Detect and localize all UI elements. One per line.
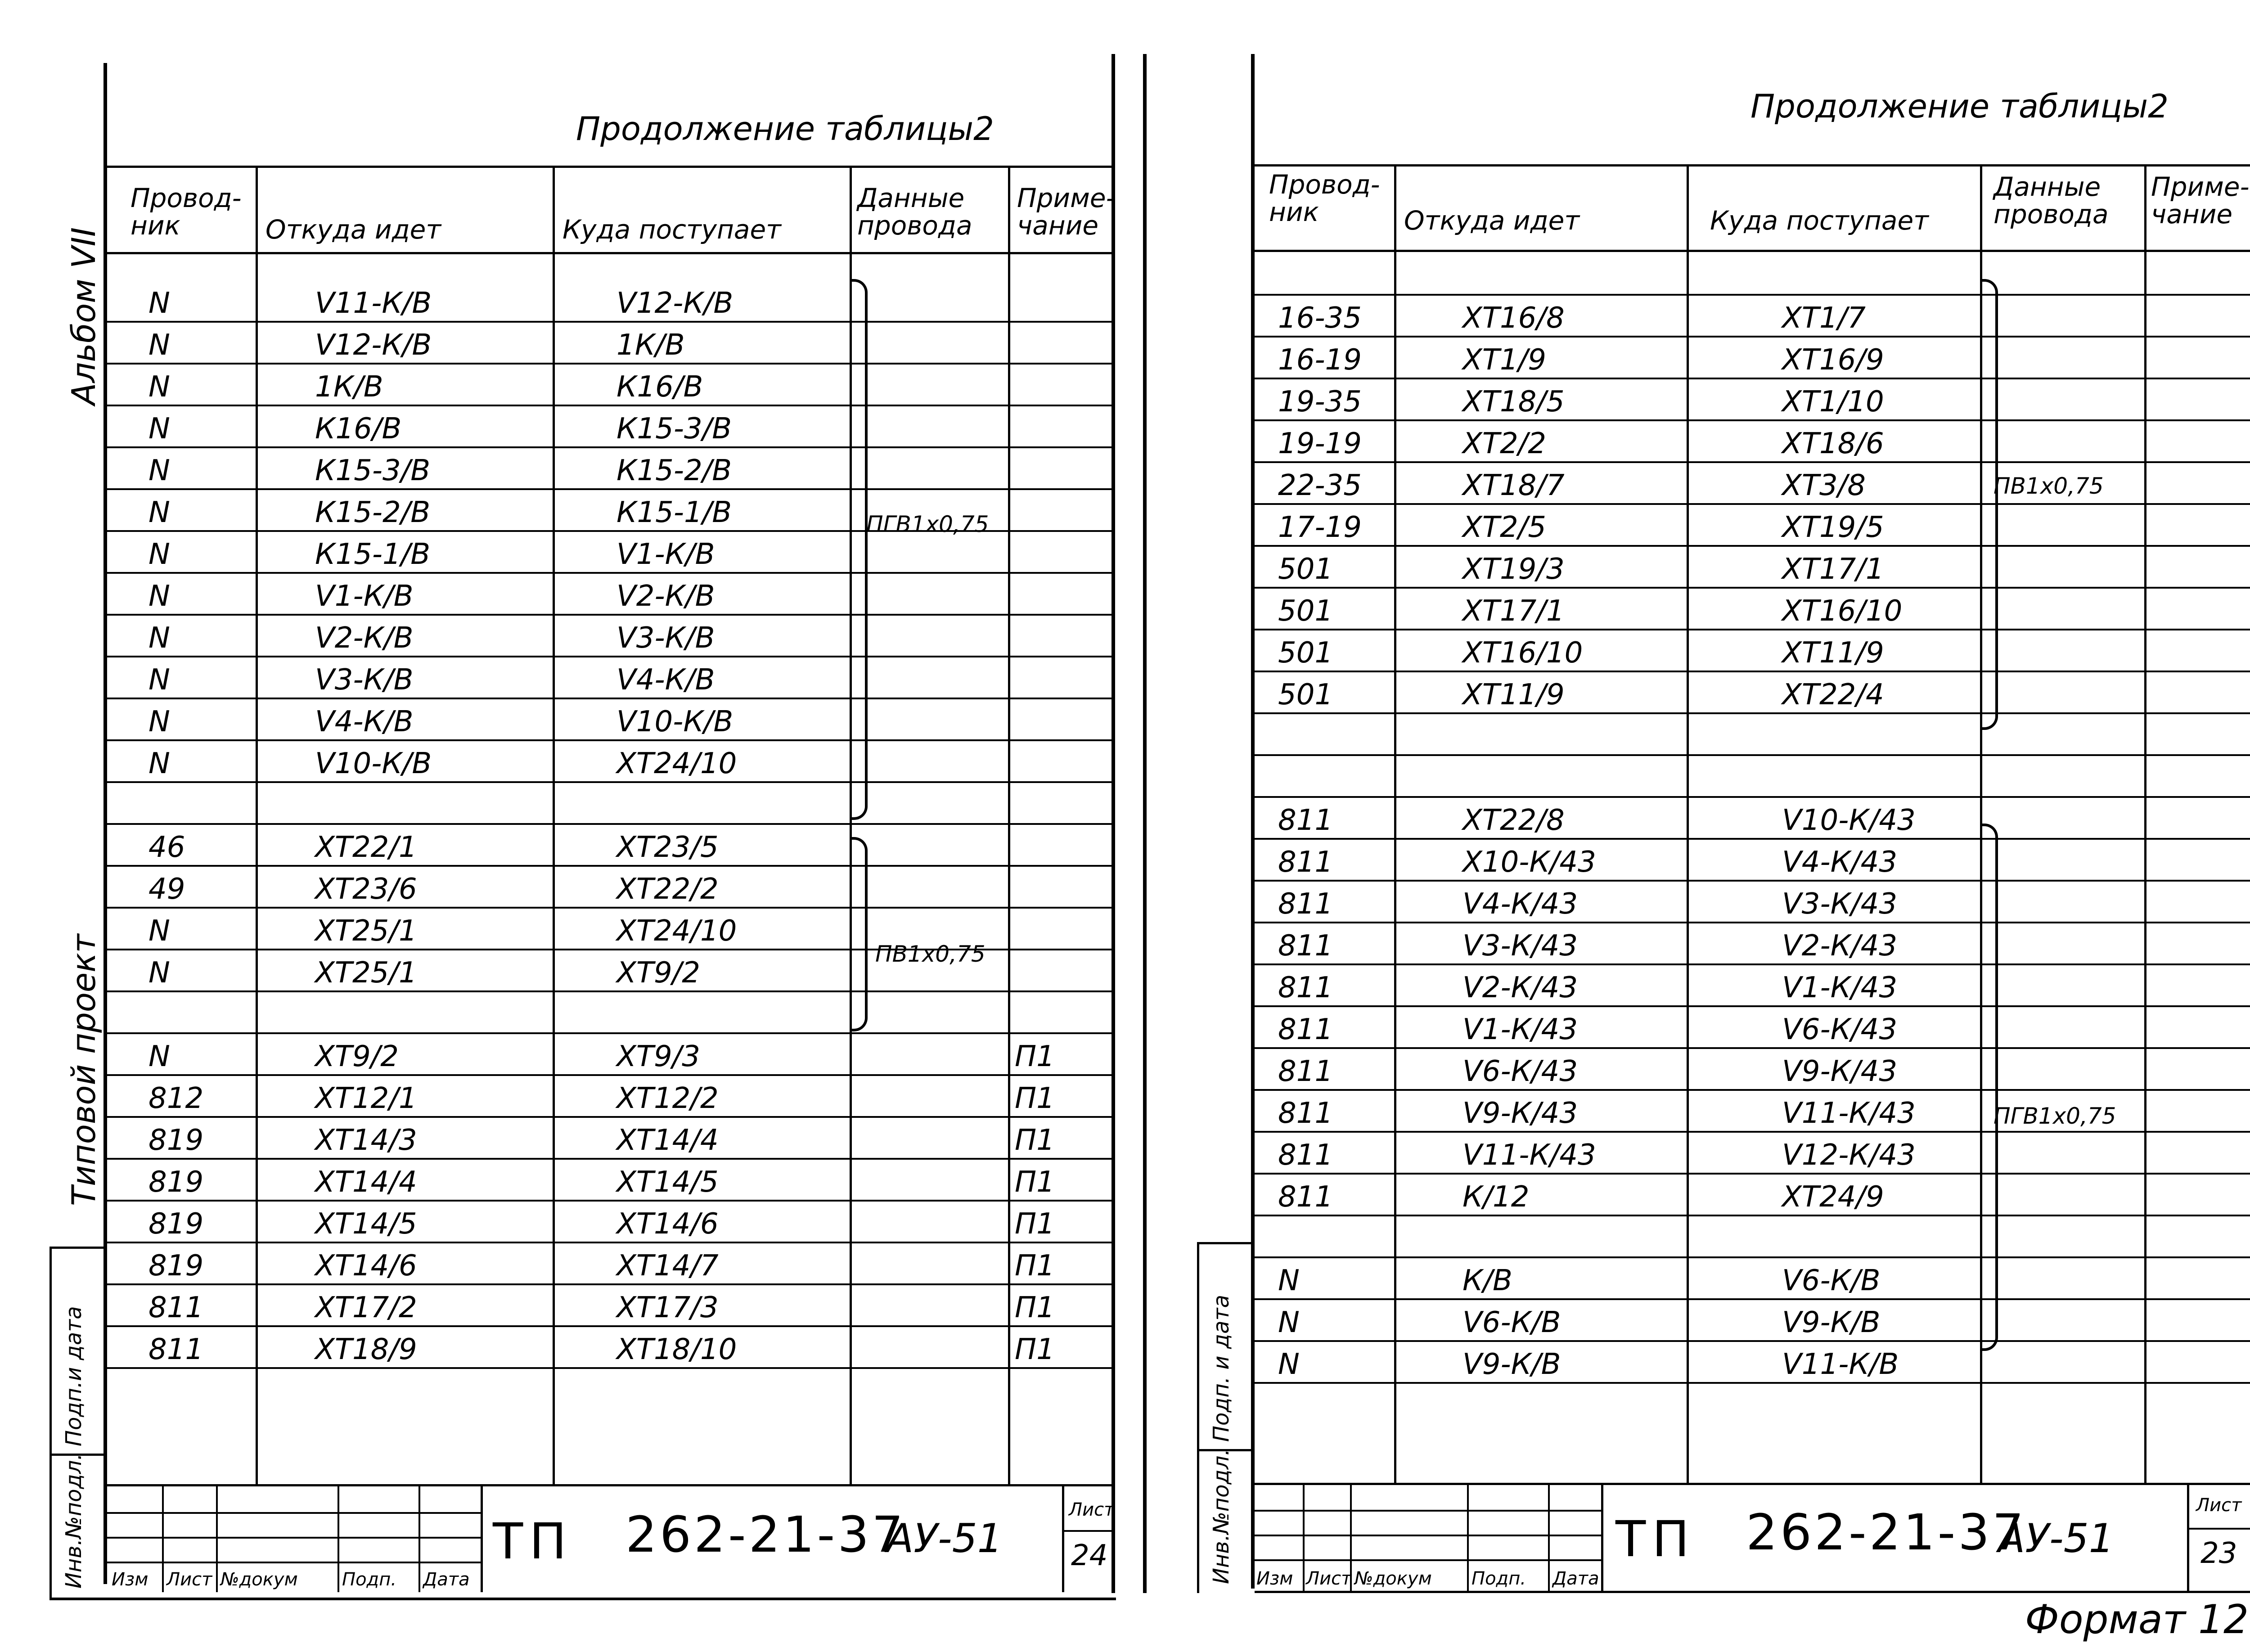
to-cell: V9-К/43 [1782,1055,1898,1088]
conductor-cell: 819 [148,1124,204,1157]
from-cell: V9-К/В [1462,1348,1561,1381]
table-row-line [107,1242,1112,1243]
left-header-to: Куда поступает [562,214,781,245]
from-cell: ХТ14/6 [315,1249,417,1283]
left-tb-col-6 [1062,1484,1064,1592]
conductor-cell: 501 [1278,553,1333,586]
table-row-line [1255,419,2250,421]
right-wire-note-2: ПГВ1х0,75 [1994,1103,2116,1129]
from-cell: V4-К/43 [1462,887,1578,921]
conductor-cell: N [1278,1348,1300,1381]
right-tb-col-list: Лист [1306,1568,1352,1589]
table-row-line [1255,378,2250,379]
to-cell: V2-К/В [616,580,715,613]
left-album-label: Альбом VII [65,227,103,405]
from-cell: ХТ25/1 [315,956,417,990]
right-brace-2 [1982,824,1998,1351]
right-tb-sheet-code: АУ-51 [1998,1515,2114,1562]
conductor-cell: 811 [1278,846,1333,879]
to-cell: К16/В [616,370,703,404]
from-cell: ХТ18/9 [315,1333,417,1366]
to-cell: V3-К/В [616,621,715,655]
to-cell: ХТ17/3 [616,1291,719,1324]
right-tb-sheet-line [2187,1528,2250,1530]
table-row-line [1255,629,2250,630]
note-cell: П1 [1015,1082,1055,1115]
table-row-line [1255,461,2250,463]
to-cell: V4-К/43 [1782,846,1898,879]
to-cell: ХТ1/7 [1782,302,1866,335]
from-cell: ХТ22/1 [315,831,417,864]
right-brace-1 [1982,279,1998,730]
left-tb-col-sign: Подп. [342,1569,397,1590]
right-frame-line [1251,54,1255,1589]
left-tb-col-2 [216,1484,218,1592]
table-row-line [107,1325,1112,1327]
to-cell: ХТ16/10 [1782,594,1903,628]
right-stamp-strip-top [1197,1242,1253,1244]
conductor-cell: 819 [148,1207,204,1241]
table-row-line [107,1074,1112,1076]
to-cell: К15-1/В [616,496,732,529]
from-cell: 1К/В [315,370,383,404]
left-tb-top [107,1484,1112,1486]
from-cell: ХТ2/2 [1462,427,1546,460]
to-cell: ХТ12/2 [616,1082,719,1115]
table-row-line [1255,671,2250,672]
left-tb-code: 262-21-37 [626,1506,906,1563]
conductor-cell: 811 [1278,1180,1333,1214]
table-row-line [1255,1382,2250,1384]
conductor-cell: 811 [1278,804,1333,837]
conductor-cell: 811 [1278,929,1333,963]
right-tb-col-docnum: №докум [1354,1568,1432,1589]
from-cell: V1-К/43 [1462,1013,1578,1046]
conductor-cell: N [148,412,170,446]
left-frame-line [104,63,107,1584]
to-cell: 1К/В [616,329,685,362]
to-cell: ХТ9/3 [616,1040,700,1073]
table-row-line [1255,294,2250,296]
right-tb-col-1 [1303,1483,1305,1591]
to-cell: ХТ18/6 [1782,427,1884,460]
table-row-line [107,614,1112,616]
conductor-cell: N [148,329,170,362]
right-tb-col-4 [1548,1483,1550,1591]
table-row-line [107,363,1112,365]
from-cell: ХТ12/1 [315,1082,417,1115]
conductor-cell: N [1278,1306,1300,1339]
conductor-cell: N [148,663,170,697]
table-row-line [1255,1340,2250,1342]
conductor-cell: N [148,496,170,529]
conductor-cell: 19-35 [1278,385,1362,419]
conductor-cell: 17-19 [1278,511,1362,544]
right-header-wire-data: Данные провода [1994,171,2109,230]
table-row-line [1255,1005,2250,1007]
table-row-line [107,1367,1112,1369]
table-row-line [1255,1089,2250,1091]
right-tb-col-3 [1467,1483,1469,1591]
left-brace-2 [851,837,868,1031]
conductor-cell: 819 [148,1166,204,1199]
sheet-divider [1143,54,1147,1593]
from-cell: ХТ14/4 [315,1166,417,1199]
to-cell: V4-К/В [616,663,715,697]
right-tb-top [1255,1483,2250,1485]
table-row-line [107,572,1112,574]
to-cell: ХТ1/10 [1782,385,1884,419]
to-cell: ХТ3/8 [1782,469,1866,502]
to-cell: ХТ19/5 [1782,511,1884,544]
from-cell: V1-К/В [315,580,414,613]
to-cell: ХТ11/9 [1782,636,1884,670]
conductor-cell: N [148,705,170,738]
to-cell: ХТ22/2 [616,873,719,906]
table-row-line [1255,796,2250,798]
right-stamp-strip-label: Инв.№подл. Подп. и дата [1209,1295,1234,1584]
from-cell: V12-К/В [315,329,432,362]
table-row-line [107,1200,1112,1202]
conductor-cell: 49 [148,873,185,906]
left-stamp-strip-label: Инв.№подл. Подп.и дата [61,1306,86,1589]
table-row-line [1255,754,2250,756]
right-tb-bottom [1255,1591,2250,1593]
left-wire-note-2: ПВ1х0,75 [875,941,986,967]
left-tb-col-docnum: №докум [220,1569,298,1590]
from-cell: ХТ18/7 [1462,469,1565,502]
left-stamp-strip-edge [50,1247,52,1598]
left-header-note: Приме- чание [1017,183,1116,241]
left-tb-col-3 [338,1484,339,1592]
from-cell: Х10-К/43 [1462,846,1596,879]
from-cell: ХТ17/2 [315,1291,417,1324]
from-cell: V2-К/43 [1462,971,1578,1004]
to-cell: ХТ23/5 [616,831,719,864]
to-cell: V12-К/В [616,287,734,320]
conductor-cell: 811 [1278,971,1333,1004]
left-tb-col-5 [481,1484,483,1592]
from-cell: ХТ25/1 [315,914,417,948]
left-tb-sheet-line [1062,1530,1112,1532]
from-cell: V11-К/43 [1462,1139,1596,1172]
note-cell: П1 [1015,1291,1055,1324]
conductor-cell: 19-19 [1278,427,1362,460]
table-row-line [1255,587,2250,589]
left-tb-col-1 [162,1484,164,1592]
left-header-from: Откуда идет [266,214,441,245]
to-cell: V6-К/В [1782,1264,1881,1297]
table-row-line [1255,1173,2250,1175]
note-cell: П1 [1015,1249,1055,1283]
to-cell: V1-К/В [616,538,715,571]
table-row-line [107,446,1112,448]
conductor-cell: N [148,370,170,404]
conductor-cell: N [148,956,170,990]
note-cell: П1 [1015,1040,1055,1073]
right-wire-note-1: ПВ1х0,75 [1994,473,2104,499]
conductor-cell: N [148,454,170,487]
left-wire-note-1: ПГВ1х0,75 [866,511,989,537]
table-row-line [1255,1047,2250,1049]
to-cell: V6-К/43 [1782,1013,1898,1046]
right-header-from: Откуда идет [1404,205,1580,236]
to-cell: ХТ22/4 [1782,678,1884,711]
left-header-wire-data: Данные провода [857,183,972,241]
table-row-line [1255,336,2250,338]
table-row-line [1255,1298,2250,1300]
from-cell: ХТ11/9 [1462,678,1565,711]
right-header-top [1255,164,2250,167]
conductor-cell: N [148,1040,170,1073]
to-cell: ХТ24/10 [616,914,737,948]
from-cell: V9-К/43 [1462,1097,1578,1130]
conductor-cell: N [148,538,170,571]
left-sheet-edge [1112,54,1115,1593]
from-cell: V4-К/В [315,705,414,738]
left-project-label: Типовой проект [65,934,103,1206]
to-cell: V11-К/В [1782,1348,1899,1381]
to-cell: V2-К/43 [1782,929,1898,963]
left-tb-tp: ТП [493,1512,573,1570]
conductor-cell: 22-35 [1278,469,1362,502]
left-brace-1 [851,279,868,820]
left-tb-col-4 [418,1484,420,1592]
right-tb-col-izm: Изм [1256,1568,1293,1589]
from-cell: К15-3/В [315,454,431,487]
table-row-line [1255,880,2250,882]
conductor-cell: 16-35 [1278,302,1362,335]
from-cell: ХТ2/5 [1462,511,1546,544]
table-row-line [1255,963,2250,965]
table-row-line [107,739,1112,741]
to-cell: V10-К/43 [1782,804,1916,837]
conductor-cell: 811 [1278,1055,1333,1088]
conductor-cell: 501 [1278,594,1333,628]
table-row-line [107,1283,1112,1285]
table-row-line [107,865,1112,867]
from-cell: ХТ18/5 [1462,385,1565,419]
from-cell: ХТ16/10 [1462,636,1583,670]
table-row-line [107,1158,1112,1160]
right-col-line-2 [1687,164,1689,1483]
conductor-cell: N [148,621,170,655]
from-cell: ХТ1/9 [1462,343,1546,377]
to-cell: ХТ16/9 [1782,343,1884,377]
table-row-line [107,488,1112,490]
to-cell: К15-3/В [616,412,732,446]
table-row-line [107,321,1112,323]
conductor-cell: 811 [1278,1139,1333,1172]
right-tb-col-6 [2187,1483,2189,1591]
right-tb-tp: ТП [1616,1510,1696,1568]
table-row-line [107,990,1112,992]
conductor-cell: N [148,580,170,613]
from-cell: V3-К/В [315,663,414,697]
left-tb-sheet-no: 24 [1071,1539,1108,1572]
from-cell: ХТ22/8 [1462,804,1565,837]
from-cell: К15-2/В [315,496,431,529]
from-cell: V2-К/В [315,621,414,655]
right-tb-col-date: Дата [1552,1568,1599,1589]
table-row-line [107,907,1112,909]
conductor-cell: 46 [148,831,185,864]
table-row-line [107,656,1112,657]
table-row-line [107,405,1112,406]
left-bottom-line [50,1598,1116,1600]
right-tb-sheet-no: 23 [2200,1537,2237,1570]
from-cell: ХТ19/3 [1462,553,1565,586]
from-cell: ХТ17/1 [1462,594,1565,628]
right-caption: Продолжение таблицы2 [1750,87,2169,125]
to-cell: V11-К/43 [1782,1097,1916,1130]
left-tb-sheet-code: АУ-51 [886,1515,1003,1562]
right-tb-col-5 [1601,1483,1603,1591]
table-row-line [1255,1215,2250,1216]
right-tb-sheet-label: Лист [2196,1495,2242,1516]
to-cell: V1-К/43 [1782,971,1898,1004]
conductor-cell: 501 [1278,636,1333,670]
from-cell: К16/В [315,412,402,446]
left-stamp-strip-top [50,1247,105,1249]
to-cell: ХТ14/7 [616,1249,719,1283]
to-cell: ХТ24/10 [616,747,737,780]
left-header-conductor: Провод- ник [130,183,242,241]
conductor-cell: 811 [1278,1097,1333,1130]
table-row-line [1255,712,2250,714]
to-cell: ХТ14/5 [616,1166,719,1199]
right-tb-col-sign: Подп. [1472,1568,1526,1589]
from-cell: V11-К/В [315,287,432,320]
to-cell: ХТ14/4 [616,1124,719,1157]
conductor-cell: 811 [148,1333,204,1366]
right-format-label: Формат 12 [2025,1596,2249,1643]
conductor-cell: 812 [148,1082,204,1115]
left-tb-col-izm: Изм [112,1569,148,1590]
table-row-line [107,698,1112,699]
left-tb-sheet-label: Лист [1069,1499,1115,1520]
from-cell: V6-К/В [1462,1306,1561,1339]
conductor-cell: 16-19 [1278,343,1362,377]
to-cell: ХТ24/9 [1782,1180,1884,1214]
conductor-cell: N [1278,1264,1300,1297]
conductor-cell: 811 [1278,1013,1333,1046]
left-tb-col-date: Дата [423,1569,470,1590]
table-row-line [107,1032,1112,1034]
conductor-cell: N [148,747,170,780]
conductor-cell: N [148,287,170,320]
to-cell: К15-2/В [616,454,732,487]
table-row-line [1255,1131,2250,1133]
conductor-cell: 819 [148,1249,204,1283]
to-cell: V9-К/В [1782,1306,1881,1339]
right-header-bottom [1255,250,2250,252]
from-cell: К/12 [1462,1180,1530,1214]
right-header-to: Куда поступает [1710,205,1929,236]
table-row-line [1255,922,2250,923]
right-col-line-4 [2144,164,2146,1483]
from-cell: ХТ23/6 [315,873,417,906]
table-row-line [107,1116,1112,1118]
right-col-line-1 [1394,164,1396,1483]
right-header-note: Приме- чание [2151,171,2250,230]
table-row-line [107,823,1112,825]
from-cell: V10-К/В [315,747,432,780]
right-tb-code: 262-21-37 [1746,1503,2027,1561]
note-cell: П1 [1015,1333,1055,1366]
conductor-cell: 501 [1278,678,1333,711]
conductor-cell: N [148,914,170,948]
from-cell: ХТ9/2 [315,1040,399,1073]
to-cell: V3-К/43 [1782,887,1898,921]
table-row-line [1255,838,2250,840]
from-cell: ХТ14/5 [315,1207,417,1241]
from-cell: К15-1/В [315,538,431,571]
from-cell: V6-К/43 [1462,1055,1578,1088]
to-cell: ХТ18/10 [616,1333,737,1366]
right-stamp-strip-edge [1197,1242,1199,1593]
to-cell: ХТ9/2 [616,956,700,990]
conductor-cell: 811 [148,1291,204,1324]
conductor-cell: 811 [1278,887,1333,921]
table-row-line [107,781,1112,783]
note-cell: П1 [1015,1207,1055,1241]
right-header-conductor: Провод- ник [1269,169,1380,227]
from-cell: ХТ14/3 [315,1124,417,1157]
table-row-line [1255,545,2250,547]
table-row-line [1255,503,2250,505]
to-cell: V12-К/43 [1782,1139,1916,1172]
to-cell: ХТ17/1 [1782,553,1884,586]
to-cell: V10-К/В [616,705,734,738]
left-tb-col-list: Лист [166,1569,212,1590]
left-caption: Продолжение таблицы2 [576,110,994,148]
note-cell: П1 [1015,1166,1055,1199]
from-cell: V3-К/43 [1462,929,1578,963]
to-cell: ХТ14/6 [616,1207,719,1241]
from-cell: ХТ16/8 [1462,302,1565,335]
from-cell: К/В [1462,1264,1512,1297]
table-row-line [1255,1256,2250,1258]
note-cell: П1 [1015,1124,1055,1157]
